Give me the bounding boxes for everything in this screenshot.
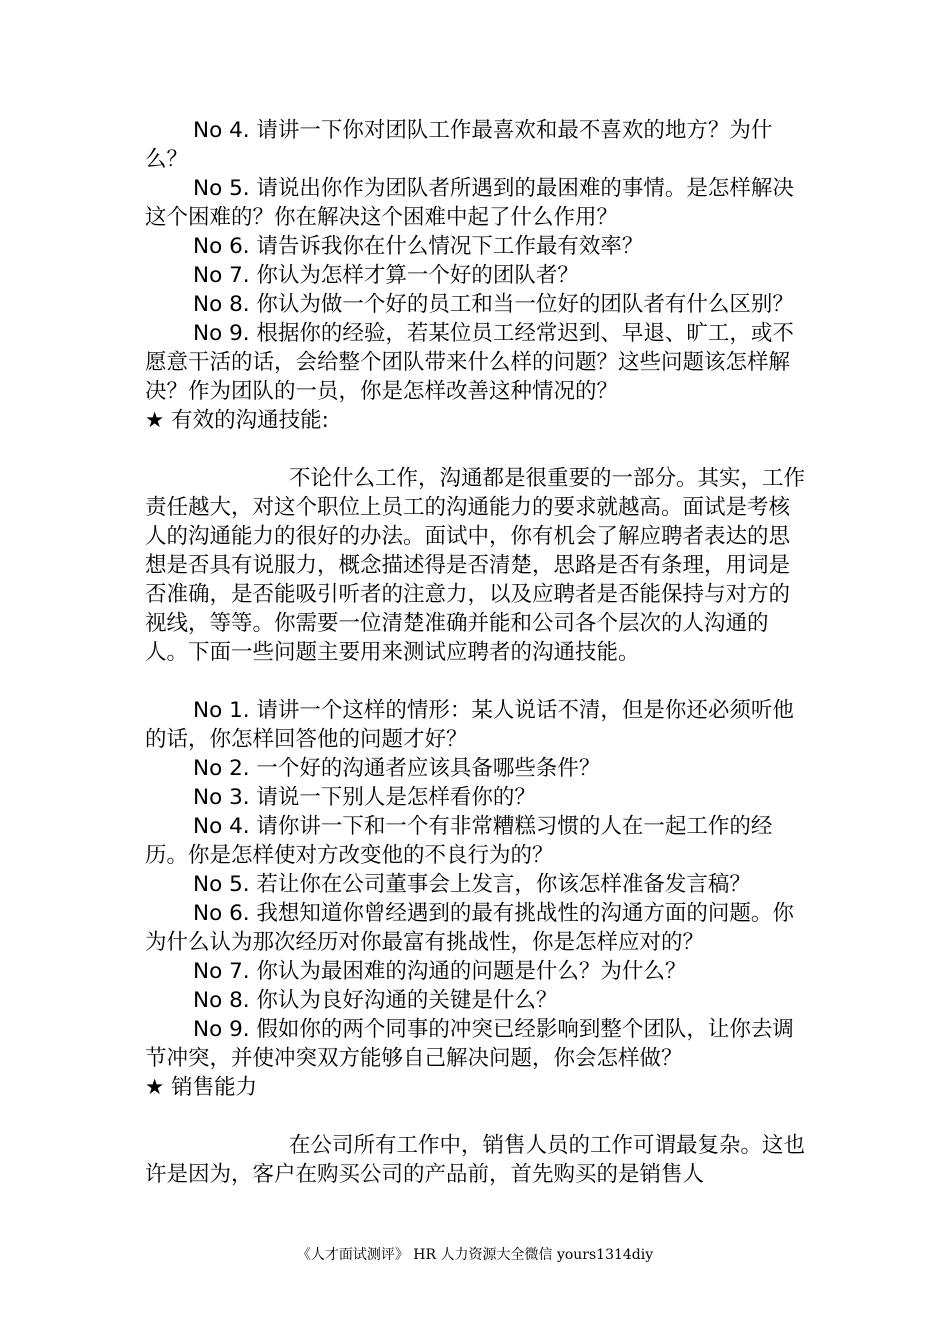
communication-question-1: No 1. 请讲一个这样的情形：某人说话不清，但是你还必须听他的话，你怎样回答他的问题才好？: [145, 698, 794, 752]
communication-question-7: No 7. 你认为最困难的沟通的问题是什么？为什么？: [193, 959, 687, 984]
communication-question-4: No 4. 请你讲一下和一个有非常糟糕习惯的人在一起工作的经历。你是怎样使对方改变他的不良行为的？: [145, 814, 773, 868]
page-footer: 《人才面试测评》 HR 人力资源大全微信 yours1314diy: [296, 1247, 654, 1263]
communication-intro: 不论什么工作，沟通都是很重要的一部分。其实，工作责任越大，对这个职位上员工的沟通能力的要求就越高。面试是考核人的沟通能力的很好的办法。面试中，你有机会了解应聘者表达的思想是否具有说服力，概念描述得是否清楚，思路是否有条理，用词是否准确，是否能吸引听者的注意力，以及应聘者是否能保持与对方的视线，等等。你需要一位清楚准确并能和公司各个层次的人沟通的人。下面一些问题主要用来测试应聘者的沟通技能。: [145, 466, 806, 665]
spacer: [145, 1102, 810, 1131]
communication-question-9: No 9. 假如你的两个同事的冲突已经影响到整个团队，让你去调节冲突，并使冲突双方能够自己解决问题，你会怎样做？: [145, 1017, 794, 1071]
document-body: [145, 116, 810, 1189]
spacer: [145, 435, 810, 464]
spacer: [145, 667, 810, 696]
teamwork-question-8: No 8. 你认为做一个好的员工和当一位好的团队者有什么区别？: [193, 292, 794, 317]
communication-question-2: No 2. 一个好的沟通者应该具备哪些条件？: [193, 756, 601, 781]
teamwork-question-9: No 9. 根据你的经验，若某位员工经常迟到、早退、旷工，或不愿意干活的话，会给整个团队带来什么样的问题？这些问题该怎样解决？作为团队的一员，你是怎样改善这种情况的？: [145, 321, 794, 404]
communication-question-5: No 5. 若让你在公司董事会上发言，你该怎样准备发言稿？: [193, 872, 751, 897]
sales-heading: ★ 销售能力: [145, 1075, 258, 1100]
teamwork-question-6: No 6. 请告诉我你在什么情况下工作最有效率？: [193, 234, 644, 259]
sales-intro: 在公司所有工作中，销售人员的工作可谓最复杂。这也许是因为，客户在购买公司的产品前，首先购买的是销售人: [145, 1133, 806, 1187]
teamwork-question-4: No 4. 请讲一下你对团队工作最喜欢和最不喜欢的地方？为什么？: [145, 118, 773, 172]
teamwork-question-7: No 7. 你认为怎样才算一个好的团队者？: [193, 263, 579, 288]
communication-question-8: No 8. 你认为良好沟通的关键是什么？: [193, 988, 558, 1013]
communication-heading: ★ 有效的沟通技能:: [145, 408, 329, 433]
communication-question-6: No 6. 我想知道你曾经遇到的最有挑战性的沟通方面的问题。你为什么认为那次经历对你最富有挑战性，你是怎样应对的？: [145, 901, 794, 955]
communication-question-3: No 3. 请说一下别人是怎样看你的？: [193, 785, 536, 810]
teamwork-question-5: No 5. 请说出你作为团队者所遇到的最困难的事情。是怎样解决这个困难的？你在解决这个困难中起了什么作用？: [145, 176, 794, 230]
